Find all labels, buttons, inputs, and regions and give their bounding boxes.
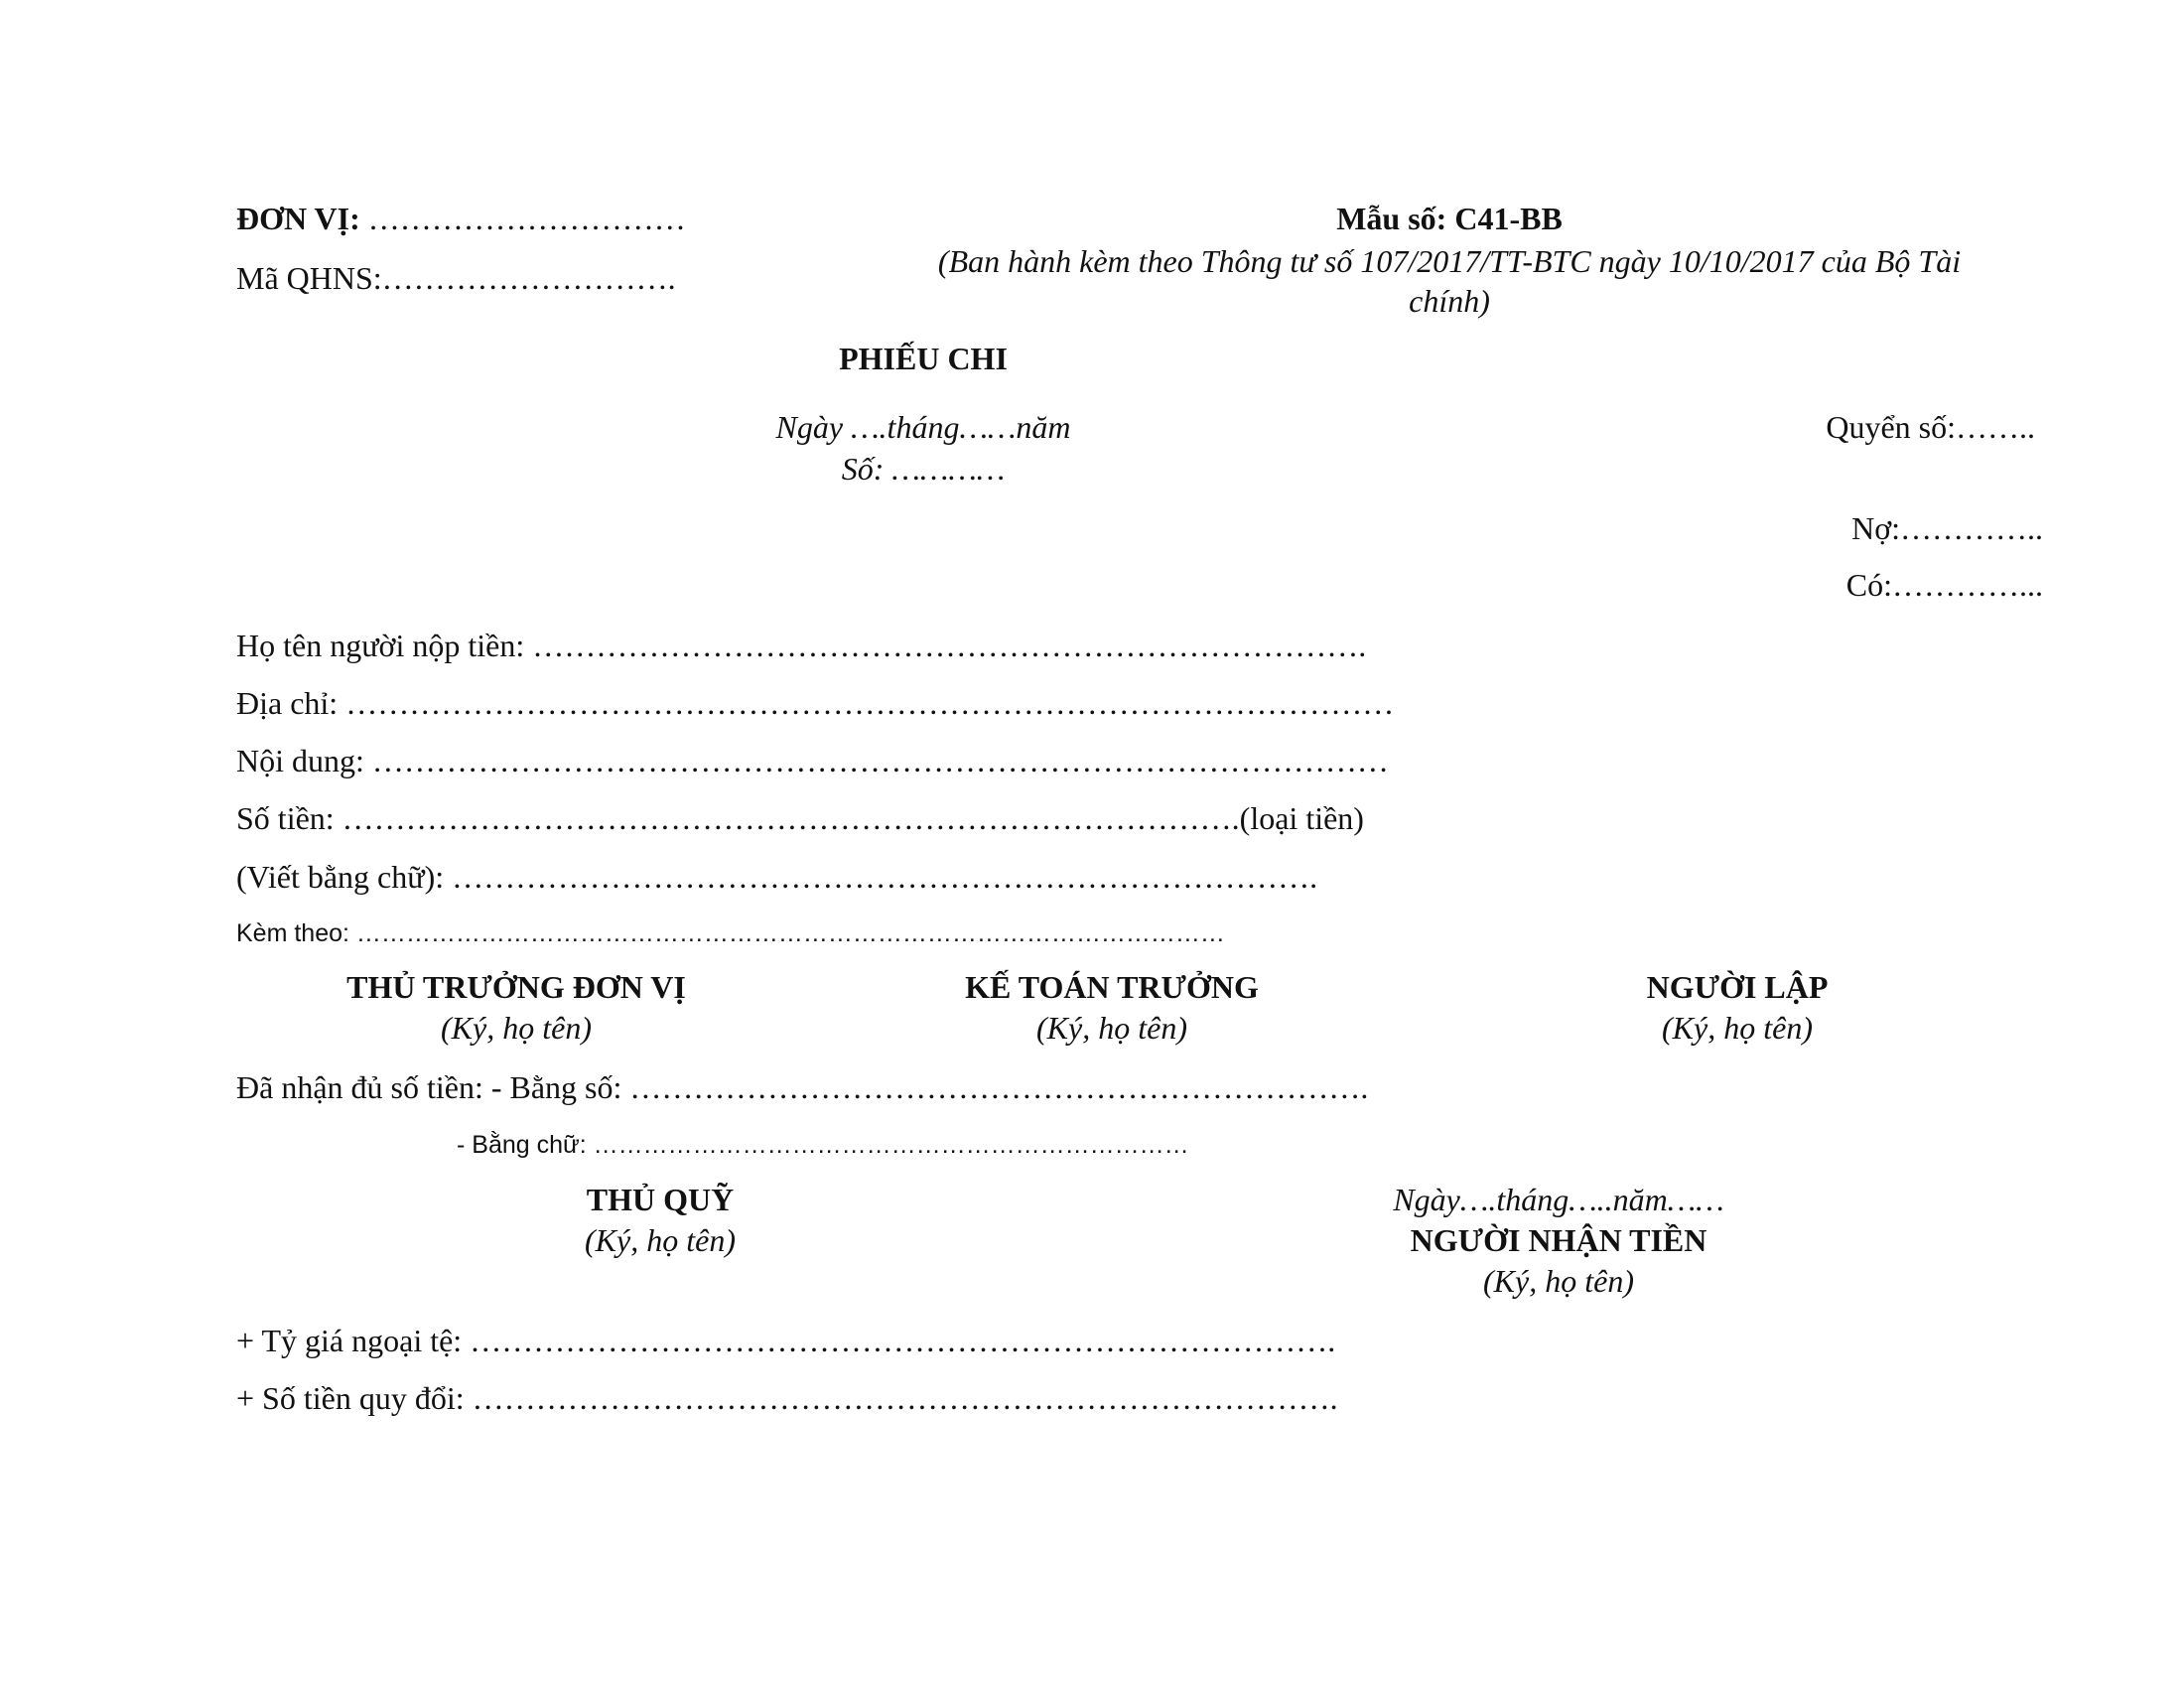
- viet-bang-chu-field: (Viết bằng chữ): ……………………………………………………………………….: [236, 859, 1318, 895]
- nguoi-lap-title: NGƯỜI LẬP: [1646, 969, 1829, 1005]
- ho-ten-field: Họ tên người nộp tiền: …………………………………………………………………….: [236, 628, 1367, 663]
- co-account: Có:…………...: [1845, 567, 2043, 603]
- no-account: Nợ:…………..: [1851, 510, 2043, 546]
- thu-quy-title: THỦ QUỸ: [586, 1182, 735, 1217]
- dia-chi-field: Địa chỉ: ………………………………………………………………………………………: [236, 685, 1395, 721]
- bang-chu-field: - Bằng chữ: ………………………………………………………………: [457, 1131, 1189, 1159]
- so-tien-quy-doi-field: + Số tiền quy đổi: ……………………………………………………………………….: [236, 1380, 1338, 1416]
- nguoi-nhan-tien-title: NGƯỜI NHẬN TIỀN: [1410, 1222, 1707, 1258]
- ty-gia-field: + Tỷ giá ngoại tệ: ……………………………………………………………………….: [236, 1323, 1336, 1358]
- ban-hanh-line-1: (Ban hành kèm theo Thông tư số 107/2017/TT-BTC ngày 10/10/2017 của Bộ Tài: [937, 243, 1962, 279]
- quyen-so: Quyển số:……..: [1826, 409, 2035, 445]
- so-tien-field: Số tiền: ………………………………………………………………………….(loại tiền): [236, 800, 1364, 836]
- don-vi-line: [236, 199, 686, 238]
- don-vi-value: …………………………: [359, 201, 686, 236]
- date-line: Ngày ….tháng……năm: [775, 409, 1071, 445]
- don-vi-label: ĐƠN VỊ:: [236, 201, 360, 236]
- mau-so: Mẫu số: C41-BB: [1336, 201, 1563, 236]
- nguoi-lap-ky-ten: (Ký, họ tên): [1662, 1010, 1813, 1046]
- ke-toan-truong-title: KẾ TOÁN TRƯỞNG: [965, 969, 1259, 1005]
- nguoi-nhan-date: Ngày….tháng…..năm……: [1393, 1182, 1724, 1217]
- bang-so-field: Đã nhận đủ số tiền: - Bằng số: …………………………………………………………….: [236, 1069, 1369, 1105]
- so-line: Số: …………: [841, 451, 1006, 487]
- thu-truong-ky-ten: (Ký, họ tên): [441, 1010, 592, 1046]
- thu-quy-ky-ten: (Ký, họ tên): [585, 1222, 736, 1258]
- ban-hanh-line-2: chính): [1409, 283, 1490, 319]
- noi-dung-field: Nội dung: ……………………………………………………………………………………: [236, 743, 1389, 778]
- page-title: PHIẾU CHI: [839, 341, 1008, 376]
- ma-qhns: Mã QHNS:……………………….: [236, 260, 676, 296]
- thu-truong-don-vi-title: THỦ TRƯỞNG ĐƠN VỊ: [346, 969, 686, 1005]
- ke-toan-ky-ten: (Ký, họ tên): [1036, 1010, 1187, 1046]
- kem-theo-field: Kèm theo: ……………………………………………………………………………………………: [236, 919, 1225, 947]
- nguoi-nhan-ky-ten: (Ký, họ tên): [1483, 1263, 1634, 1299]
